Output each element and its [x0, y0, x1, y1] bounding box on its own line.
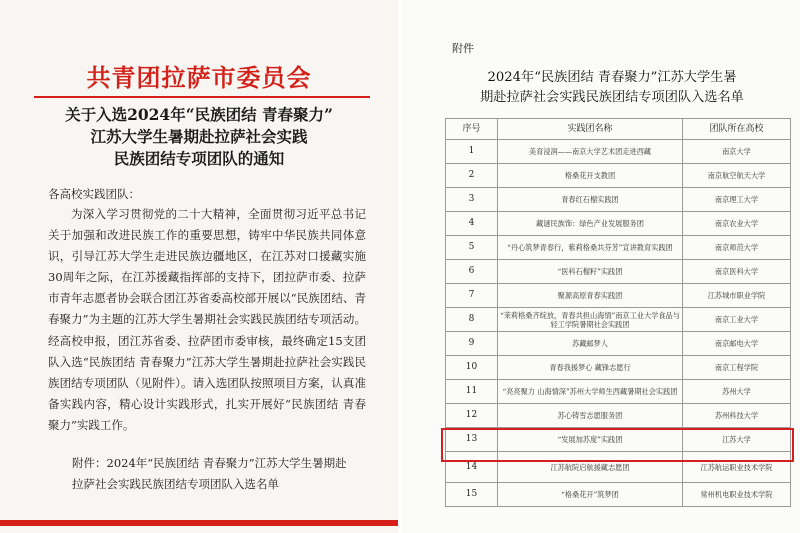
cell-team-name: “丹心筑梦青春行，紫莉格桑共芬芳”宣讲教育实践团: [498, 236, 683, 260]
table-row: [446, 236, 791, 260]
title-line: 江苏大学生暑期赴拉萨社会实践: [90, 127, 308, 146]
highlight-box: [441, 428, 794, 462]
salutation: 各高校实践团队：: [48, 187, 140, 201]
table-row: [446, 188, 791, 212]
cell-no: 4: [446, 212, 498, 236]
title-line: 民族团结专项团队的通知: [113, 149, 285, 168]
red-footer-bar: [0, 520, 398, 526]
cell-school: 苏州科技大学: [683, 404, 791, 428]
cell-team-name: “发展加苏度”实践团: [498, 428, 683, 452]
cell-school: 常州机电职业技术学院: [683, 483, 791, 507]
table-row: [446, 332, 791, 356]
table-row: [446, 212, 791, 236]
cell-no: 10: [446, 356, 498, 380]
table-row: [446, 284, 791, 308]
cell-team-name: 格桑花开支教团: [498, 164, 683, 188]
cell-team-name: “茉莉格桑齐绽放，青春共担山海情”南京工业大学食品与轻工学院暑期社会实践团: [498, 308, 683, 332]
notice-document: [0, 0, 398, 533]
cell-team-name: 苏藏邮梦人: [498, 332, 683, 356]
cell-team-name: “格桑花开”筑梦团: [498, 483, 683, 507]
cell-no: 12: [446, 404, 498, 428]
cell-no: 11: [446, 380, 498, 404]
issuer-header: 共青团拉萨市委员会: [86, 63, 312, 92]
attachment-note: [72, 453, 372, 495]
cell-school: 南京大学: [683, 140, 791, 164]
table-row: [446, 380, 791, 404]
table-row: [446, 308, 791, 332]
cell-school: 江苏城市职业学院: [683, 284, 791, 308]
cell-team-name: 聚源高原青春实践团: [498, 284, 683, 308]
red-divider: [34, 96, 370, 98]
cell-no: 14: [446, 452, 498, 483]
cell-team-name: 美育浸润——南京大学艺术团走进西藏: [498, 140, 683, 164]
table-row: [446, 164, 791, 188]
attachment-label: 附件: [452, 42, 474, 55]
cell-team-name: 江苏航院启航援藏志愿团: [498, 452, 683, 483]
table-row: [446, 140, 791, 164]
cell-school: 南京工业大学: [683, 308, 791, 332]
attachment-line: 拉萨社会实践民族团结专项团队入选名单: [72, 477, 279, 491]
list-title: [442, 68, 782, 108]
cell-school: 南京农业大学: [683, 212, 791, 236]
cell-team-name: 苏心铸雪志愿服务团: [498, 404, 683, 428]
table-header-row: [446, 119, 791, 140]
cell-no: 13: [446, 428, 498, 452]
cell-no: 2: [446, 164, 498, 188]
cell-team-name: “医科石榴籽”实践团: [498, 260, 683, 284]
cell-no: 5: [446, 236, 498, 260]
cell-no: 6: [446, 260, 498, 284]
cell-no: 8: [446, 308, 498, 332]
cell-no: 9: [446, 332, 498, 356]
list-title-line: 期赴拉萨社会实践民族团结专项团队入选名单: [480, 90, 744, 105]
list-title-line: 2024年“民族团结 青春聚力”江苏大学生暑: [487, 70, 737, 85]
header-no: 序号: [446, 119, 498, 140]
table-row: [446, 356, 791, 380]
cell-school: 南京航空航天大学: [683, 164, 791, 188]
cell-team-name: 青春我援梦心 藏锋志愿行: [498, 356, 683, 380]
cell-no: 15: [446, 483, 498, 507]
cell-no: 7: [446, 284, 498, 308]
cell-team-name: 藏谜民族饰：绿色产业发展服务团: [498, 212, 683, 236]
cell-school: 南京邮电大学: [683, 332, 791, 356]
cell-school: 南京理工大学: [683, 188, 791, 212]
attachment-line: 附件：2024年“民族团结 青春聚力”江苏大学生暑期赴: [72, 456, 347, 470]
cell-no: 1: [446, 140, 498, 164]
table-row: [446, 404, 791, 428]
cell-school: 苏州大学: [683, 380, 791, 404]
notice-title: [0, 104, 398, 170]
cell-school: 江苏航运职业技术学院: [683, 452, 791, 483]
notice-body: 为深入学习贯彻党的二十大精神，全面贯彻习近平总书记关于加强和改进民族工作的重要思想，铸牢中华民族共同体意识，引导江苏大学生走进民族边疆地区，在江苏对口援藏实施30周年之际，在江苏援藏指挥部的支持下，团拉萨市委、拉萨市青年志愿者协会联合团江苏省委高校部开展以“民族团结、青春聚力”为主题的江苏大学生暑期社会实践民族团结专项活动。经高校申报，团江苏省委、拉萨团市委审核，最终确定15支团队入选“民族团结 青春聚力”江苏大学生暑期赴拉萨社会实践民族团结专项团队（见附件）。请入选团队按照项目方案，认真准备实践内容，精心设计实践形式，扎实开展好“民族团结 青春聚力”实践工作。: [48, 207, 366, 432]
cell-school: 南京师范大学: [683, 236, 791, 260]
cell-school: 南京工程学院: [683, 356, 791, 380]
header-team-name: 实践团名称: [498, 119, 683, 140]
cell-school: 江苏大学: [683, 428, 791, 452]
title-line: 关于入选2024年“民族团结 青春聚力”: [65, 105, 333, 124]
cell-team-name: “亮亮聚力 山海情深”苏州大学师生西藏暑期社会实践团: [498, 380, 683, 404]
cell-no: 3: [446, 188, 498, 212]
attachment-document: [402, 0, 800, 533]
cell-school: 南京医科大学: [683, 260, 791, 284]
cell-team-name: 青春红石榴实践团: [498, 188, 683, 212]
table-row: [446, 483, 791, 507]
table-row: [446, 260, 791, 284]
header-school: 团队所在高校: [683, 119, 791, 140]
